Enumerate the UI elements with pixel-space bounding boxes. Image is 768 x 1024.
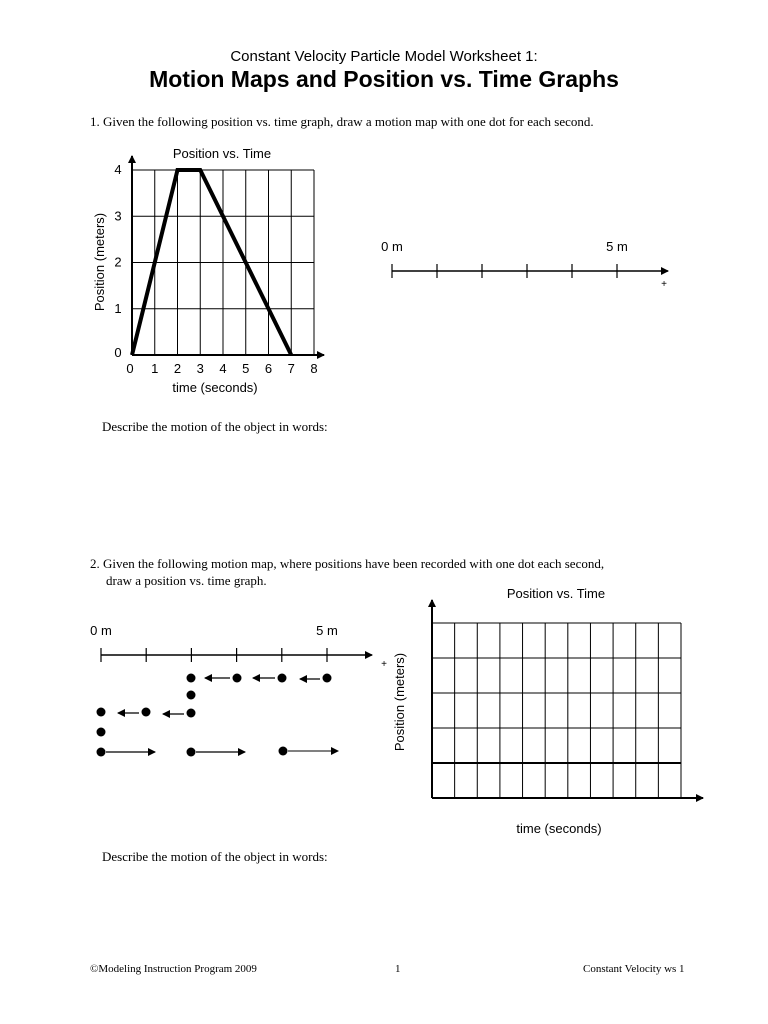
q1-x-tick-label: 1 <box>151 361 159 376</box>
q1-map-plus-label: + <box>661 279 667 290</box>
q1-y-tick-label: 2 <box>114 254 122 270</box>
question-2-prompt-line-1: 2. Given the following motion map, where positions have been recorded with one dot each second, <box>90 556 605 571</box>
q2-graph-x-axis-label: time (seconds) <box>516 821 602 836</box>
q1-y-tick-label: 4 <box>114 162 122 177</box>
q1-y-tick-label: 0 <box>114 345 122 360</box>
motion-dot <box>187 691 196 700</box>
q2-graph-title: Position vs. Time <box>506 586 606 601</box>
q1-y-tick-label: 1 <box>114 300 122 316</box>
q2-map-end-label: 5 m <box>316 623 338 638</box>
q1-chart-title: Position vs. Time <box>172 146 272 161</box>
footer-page-number: 1 <box>395 963 401 975</box>
q1-x-tick-label: 2 <box>173 361 182 376</box>
q1-x-tick-label: 5 <box>242 361 250 376</box>
motion-dot <box>323 674 332 683</box>
q1-chart-grid <box>132 170 314 355</box>
q1-x-axis-label: time (seconds) <box>172 380 258 395</box>
question-2-describe: Describe the motion of the object in words: <box>102 849 328 864</box>
worksheet-title: Constant Velocity Particle Model Worksheet 1: <box>230 48 538 65</box>
footer-document-name: Constant Velocity ws 1 <box>583 963 685 975</box>
motion-dot <box>97 748 106 757</box>
q1-y-tick-labels <box>114 162 121 360</box>
q1-x-tick-labels <box>126 361 317 376</box>
q1-y-axis-label: Position (meters) <box>92 212 107 312</box>
q2-blank-position-time-graph <box>392 586 703 836</box>
motion-dot <box>97 728 106 737</box>
motion-dot <box>142 708 151 717</box>
q2-map-start-label: 0 m <box>90 623 112 638</box>
motion-dot <box>279 747 288 756</box>
motion-dot <box>187 674 196 683</box>
q1-x-tick-label: 7 <box>287 361 295 376</box>
motion-dot <box>187 709 196 718</box>
q2-map-plus-label: + <box>381 659 387 670</box>
q1-map-start-label: 0 m <box>381 239 403 254</box>
q1-x-tick-label: 6 <box>264 361 273 376</box>
motion-dot <box>97 708 106 717</box>
footer-copyright: ©Modeling Instruction Program 2009 <box>90 963 257 975</box>
motion-dot <box>233 674 242 683</box>
question-2-prompt-line-2: draw a position vs. time graph. <box>106 573 267 588</box>
q1-x-tick-label: 3 <box>196 361 204 376</box>
q1-map-end-label: 5 m <box>606 239 628 254</box>
q1-chart-axes <box>132 156 324 355</box>
motion-dot <box>278 674 287 683</box>
q2-motion-map <box>90 623 387 757</box>
q1-x-tick-label: 8 <box>310 361 318 376</box>
q1-x-tick-label: 4 <box>219 361 227 376</box>
q2-graph-y-axis-label: Position (meters) <box>392 652 407 752</box>
question-1-describe: Describe the motion of the object in words: <box>102 419 328 434</box>
motion-dot <box>187 748 196 757</box>
question-1-prompt: 1. Given the following position vs. time graph, draw a motion map with one dot for each second. <box>90 114 594 129</box>
q1-position-time-graph <box>92 146 324 395</box>
q1-motion-map <box>381 239 668 290</box>
q2-blank-graph-grid <box>432 623 681 798</box>
q1-x-tick-label: 0 <box>126 361 134 376</box>
worksheet-subtitle: Motion Maps and Position vs. Time Graphs <box>149 66 619 92</box>
q1-y-tick-label: 3 <box>114 208 122 224</box>
